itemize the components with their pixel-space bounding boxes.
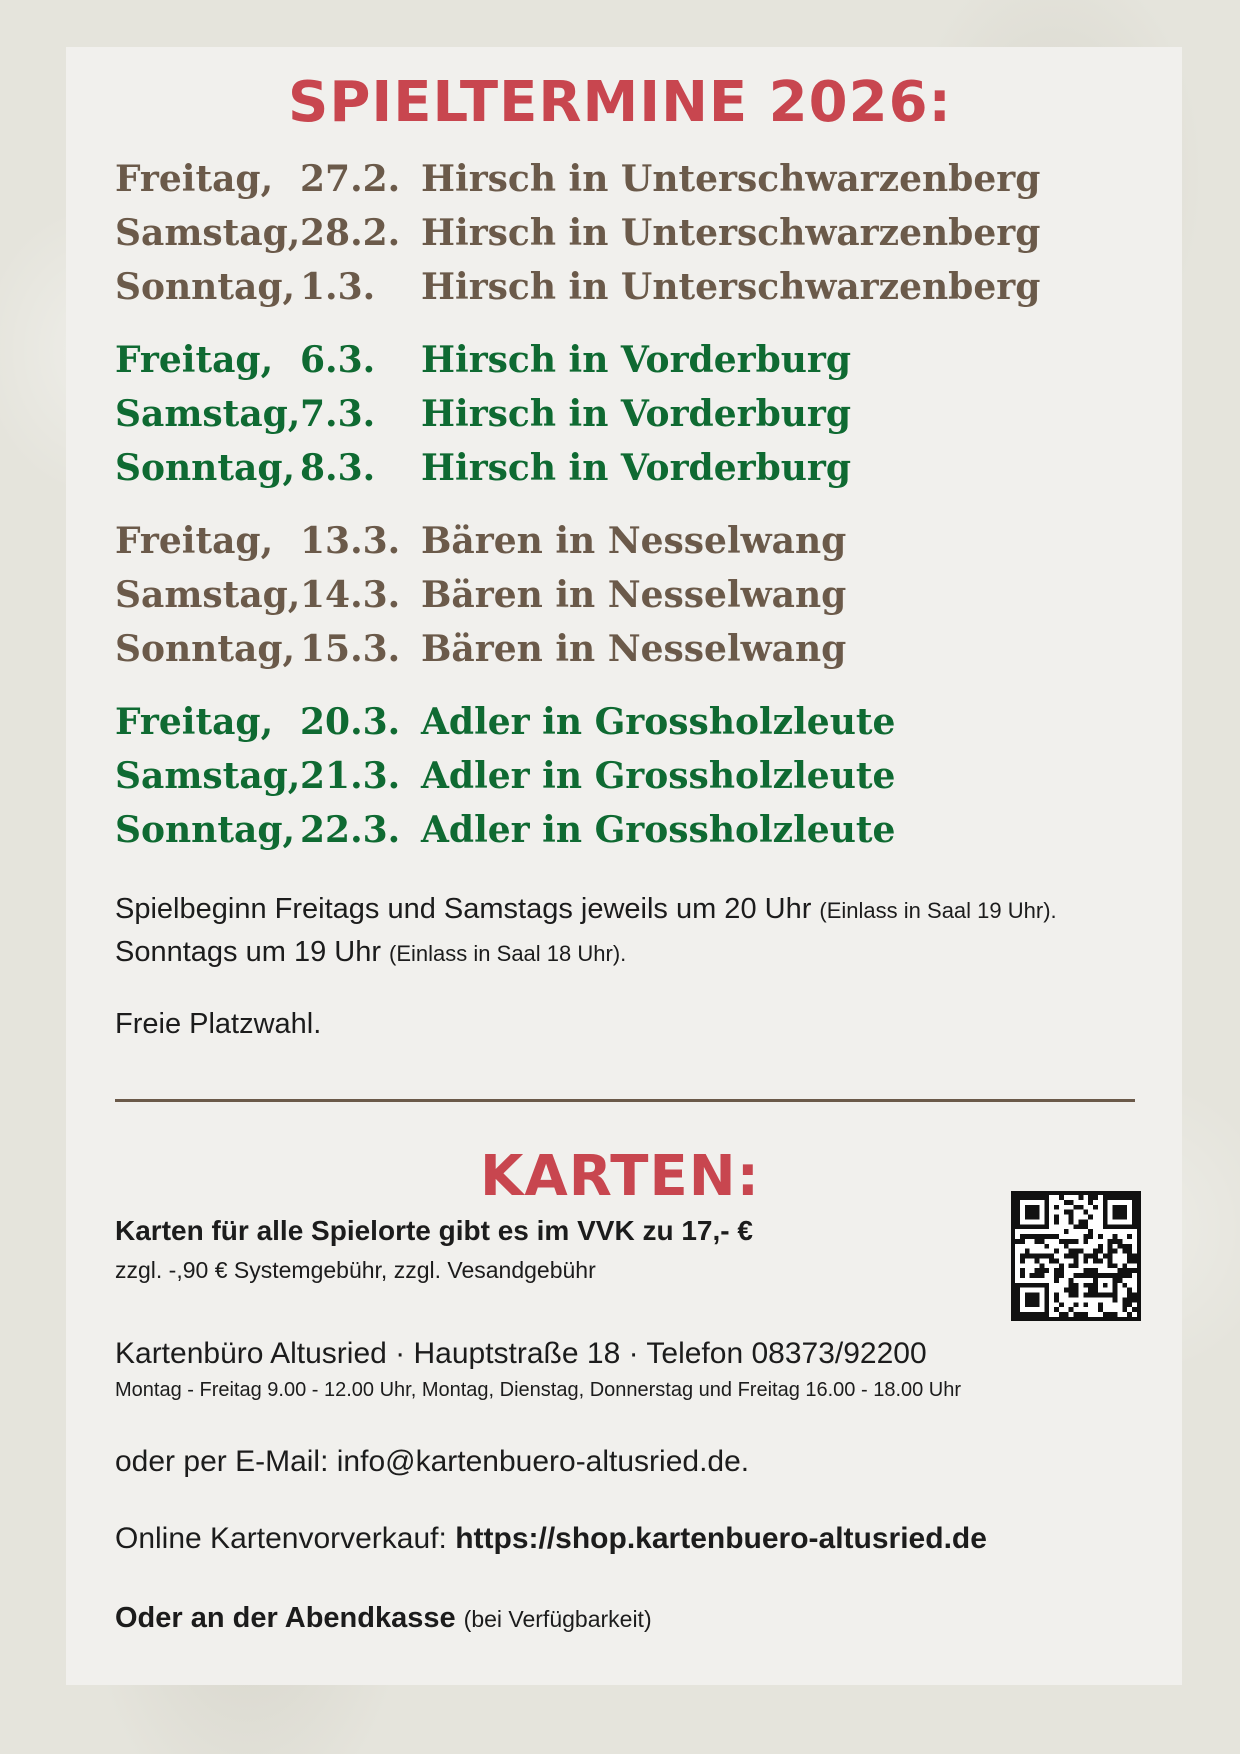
schedule-day: Samstag, (115, 393, 301, 435)
schedule-day: Freitag, (115, 701, 274, 743)
schedule-venue: Hirsch in Vorderburg (421, 447, 852, 489)
schedule-date: 21.3. (300, 755, 401, 797)
email-line (115, 1445, 1125, 1479)
office-hours: Montag - Freitag 9.00 - 12.00 Uhr, Montag, Dienstag, Donnerstag und Freitag 16.00 - 18.00 Uhr (115, 1379, 962, 1401)
schedule-row (115, 260, 1040, 314)
schedule-date: 7.3. (300, 393, 376, 435)
schedule-day: Samstag, (115, 574, 301, 616)
schedule-date: 13.3. (300, 520, 401, 562)
start-time-sunday (115, 936, 1125, 969)
schedule-list (115, 152, 1040, 876)
schedule-date: 8.3. (300, 447, 376, 489)
schedule-date: 22.3. (300, 809, 401, 851)
schedule-date: 6.3. (300, 339, 376, 381)
schedule-day: Sonntag, (115, 266, 296, 308)
schedule-venue: Bären in Nesselwang (421, 520, 847, 562)
email-link[interactable]: info@kartenbuero-altusried.de. (336, 1445, 750, 1478)
schedule-date: 1.3. (300, 266, 376, 308)
schedule-day: Samstag, (115, 755, 301, 797)
qr-code-icon (1011, 1191, 1141, 1321)
email-label: oder per E-Mail: (115, 1445, 329, 1478)
availability-note: (bei Verfügbarkeit) (463, 1606, 652, 1632)
schedule-date: 28.2. (300, 212, 401, 254)
schedule-venue: Hirsch in Vorderburg (421, 339, 852, 381)
free-seating: Freie Platzwahl. (115, 1008, 322, 1040)
schedule-venue: Hirsch in Vorderburg (421, 393, 852, 435)
start-time-sunday-text: Sonntags um 19 Uhr (115, 936, 381, 968)
schedule-day: Sonntag, (115, 628, 296, 670)
online-shop-label: Online Kartenvorverkauf: (115, 1522, 447, 1555)
schedule-day: Freitag, (115, 339, 274, 381)
schedule-row (115, 152, 1040, 206)
schedule-row (115, 441, 1040, 495)
schedule-group (115, 152, 1040, 314)
schedule-venue: Hirsch in Unterschwarzenberg (421, 212, 1041, 254)
schedule-row (115, 514, 1040, 568)
schedule-day: Samstag, (115, 212, 301, 254)
fee-note: zzgl. -,90 € Systemgebühr, zzgl. Vesandgebühr (115, 1257, 596, 1283)
schedule-row (115, 387, 1040, 441)
schedule-venue: Hirsch in Unterschwarzenberg (421, 158, 1041, 200)
presale-price: Karten für alle Spielorte gibt es im VVK zu 17,- € (115, 1215, 753, 1246)
schedule-day: Freitag, (115, 158, 274, 200)
schedule-day: Sonntag, (115, 809, 296, 851)
schedule-day: Sonntag, (115, 447, 296, 489)
schedule-title: SPIELTERMINE 2026: (288, 70, 952, 135)
start-time-weekend (115, 893, 1125, 926)
schedule-row (115, 622, 1040, 676)
ticket-office: Kartenbüro Altusried · Hauptstraße 18 · Telefon 08373/92200 (115, 1337, 927, 1370)
schedule-day: Freitag, (115, 520, 274, 562)
tickets-title: KARTEN: (479, 1144, 761, 1209)
online-shop-link[interactable]: https://shop.kartenbuero-altusried.de (455, 1522, 987, 1555)
schedule-date: 14.3. (300, 574, 401, 616)
schedule-venue: Adler in Grossholzleute (421, 809, 896, 851)
schedule-date: 15.3. (300, 628, 401, 670)
schedule-group (115, 514, 1040, 676)
schedule-date: 27.2. (300, 158, 401, 200)
schedule-row (115, 749, 1040, 803)
schedule-venue: Adler in Grossholzleute (421, 701, 896, 743)
schedule-venue: Bären in Nesselwang (421, 574, 847, 616)
schedule-row (115, 695, 1040, 749)
box-office-line (115, 1602, 1125, 1635)
box-office-text: Oder an der Abendkasse (115, 1602, 456, 1634)
schedule-date: 20.3. (300, 701, 401, 743)
schedule-group (115, 695, 1040, 857)
schedule-venue: Adler in Grossholzleute (421, 755, 896, 797)
schedule-row (115, 568, 1040, 622)
schedule-row (115, 803, 1040, 857)
schedule-venue: Hirsch in Unterschwarzenberg (421, 266, 1041, 308)
admission-note-sunday: (Einlass in Saal 18 Uhr). (389, 941, 627, 966)
schedule-row (115, 206, 1040, 260)
schedule-group (115, 333, 1040, 495)
online-shop-line (115, 1522, 1125, 1556)
start-time-weekend-text: Spielbeginn Freitags und Samstags jeweils um 20 Uhr (115, 893, 812, 925)
admission-note-weekend: (Einlass in Saal 19 Uhr). (819, 898, 1057, 923)
schedule-venue: Bären in Nesselwang (421, 628, 847, 670)
section-divider (115, 1099, 1135, 1102)
schedule-row (115, 333, 1040, 387)
